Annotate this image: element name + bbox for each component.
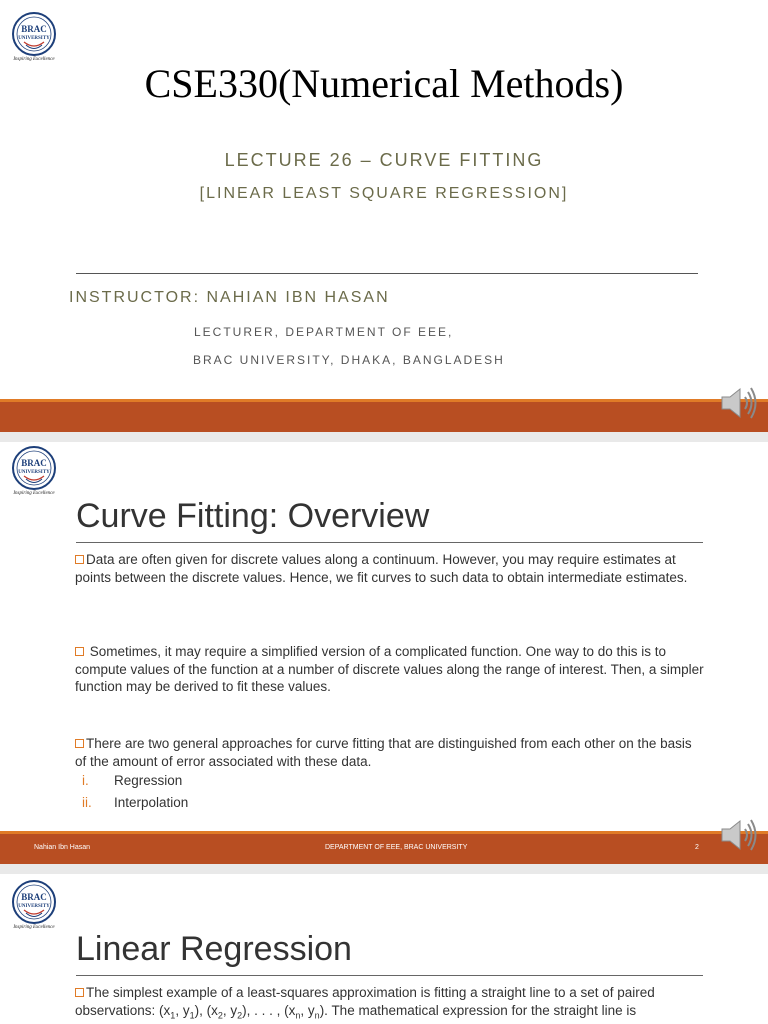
checkbox-bullet-icon xyxy=(75,555,84,564)
logo-text-university: UNIVERSITY xyxy=(18,36,50,41)
logo-text-brac: BRAC xyxy=(21,892,47,902)
slide-heading: Curve Fitting: Overview xyxy=(76,497,430,535)
course-title: CSE330(Numerical Methods) xyxy=(144,61,624,106)
list-number: i. xyxy=(82,773,89,788)
speaker-icon[interactable] xyxy=(718,383,760,423)
bullet-text: Data are often given for discrete values along a continuum. However, you may require estimates at points between the discrete values. Hence, we fit curves to such data to obtain intermediate estimates. xyxy=(75,552,688,585)
brac-logo-icon xyxy=(6,878,62,936)
bullet-item xyxy=(75,551,705,586)
bullet-item xyxy=(75,643,705,696)
logo-text-university: UNIVERSITY xyxy=(18,904,50,909)
list-label: Interpolation xyxy=(114,795,189,810)
checkbox-bullet-icon xyxy=(75,988,84,997)
bullet-text-continued: ). The mathematical expression for the straight line is xyxy=(319,1002,637,1018)
checkbox-bullet-icon xyxy=(75,647,84,656)
brac-logo-icon xyxy=(6,444,62,502)
slide-footer-bar xyxy=(0,399,768,432)
logo-tagline: Inspiring Excellence xyxy=(13,491,55,496)
bullet-item: The simplest example of a least-squares approximation is fitting a straight line to a set of paired observations: ($x_1$, $y_1$), ($x_2$, $y_2$), . . . , ($x_n$, $y_n$). The mathematical expression for the straight line is xyxy=(75,985,655,1021)
logo-tagline: Inspiring Excellence xyxy=(13,57,55,62)
logo-text-brac: BRAC xyxy=(21,458,47,468)
list-item xyxy=(82,773,182,788)
footer-department: DEPARTMENT OF EEE, BRAC UNIVERSITY xyxy=(325,844,468,851)
list-label: Regression xyxy=(114,773,183,788)
overview-slide xyxy=(0,442,768,864)
bullet-text: Sometimes, it may require a simplified version of a complicated function. One way to do this is to compute values of the function at a number of discrete values along the range of interest. Then, a simpler function may be derived to fit these values. xyxy=(75,644,704,694)
instructor-affiliation-line1: LECTURER, DEPARTMENT OF EEE, xyxy=(194,325,454,339)
bullet-item xyxy=(75,735,705,770)
logo-tagline: Inspiring Excellence xyxy=(13,925,55,930)
slide-footer-bar xyxy=(0,831,768,864)
heading-divider xyxy=(76,975,703,976)
list-number: ii. xyxy=(82,795,92,810)
heading-divider xyxy=(76,542,703,543)
footer-author: Nahian Ibn Hasan xyxy=(34,844,91,851)
bullet-text: The simplest example of a least-squares approximation is fitting a straight line to a set of paired observations: (x xyxy=(75,985,655,1018)
title-divider xyxy=(76,273,698,274)
title-slide xyxy=(0,0,768,432)
footer-page-number: 2 xyxy=(695,844,699,851)
list-item xyxy=(82,795,188,810)
lecture-subtitle: [LINEAR LEAST SQUARE REGRESSION] xyxy=(199,185,569,202)
bullet-text: There are two general approaches for curve fitting that are distinguished from each other on the basis of the amount of error associated with these data. xyxy=(75,736,692,769)
logo-text-university: UNIVERSITY xyxy=(18,470,50,475)
slide-gap xyxy=(0,432,768,442)
linear-regression-slide xyxy=(0,874,768,1024)
lecture-title: LECTURE 26 – CURVE FITTING xyxy=(224,150,544,170)
instructor-name: INSTRUCTOR: NAHIAN IBN HASAN xyxy=(69,289,390,306)
speaker-icon[interactable] xyxy=(718,815,760,855)
checkbox-bullet-icon xyxy=(75,739,84,748)
slide-gap xyxy=(0,864,768,874)
logo-text-brac: BRAC xyxy=(21,24,47,34)
slide-heading: Linear Regression xyxy=(76,930,352,968)
instructor-affiliation-line2: BRAC UNIVERSITY, DHAKA, BANGLADESH xyxy=(193,353,505,367)
